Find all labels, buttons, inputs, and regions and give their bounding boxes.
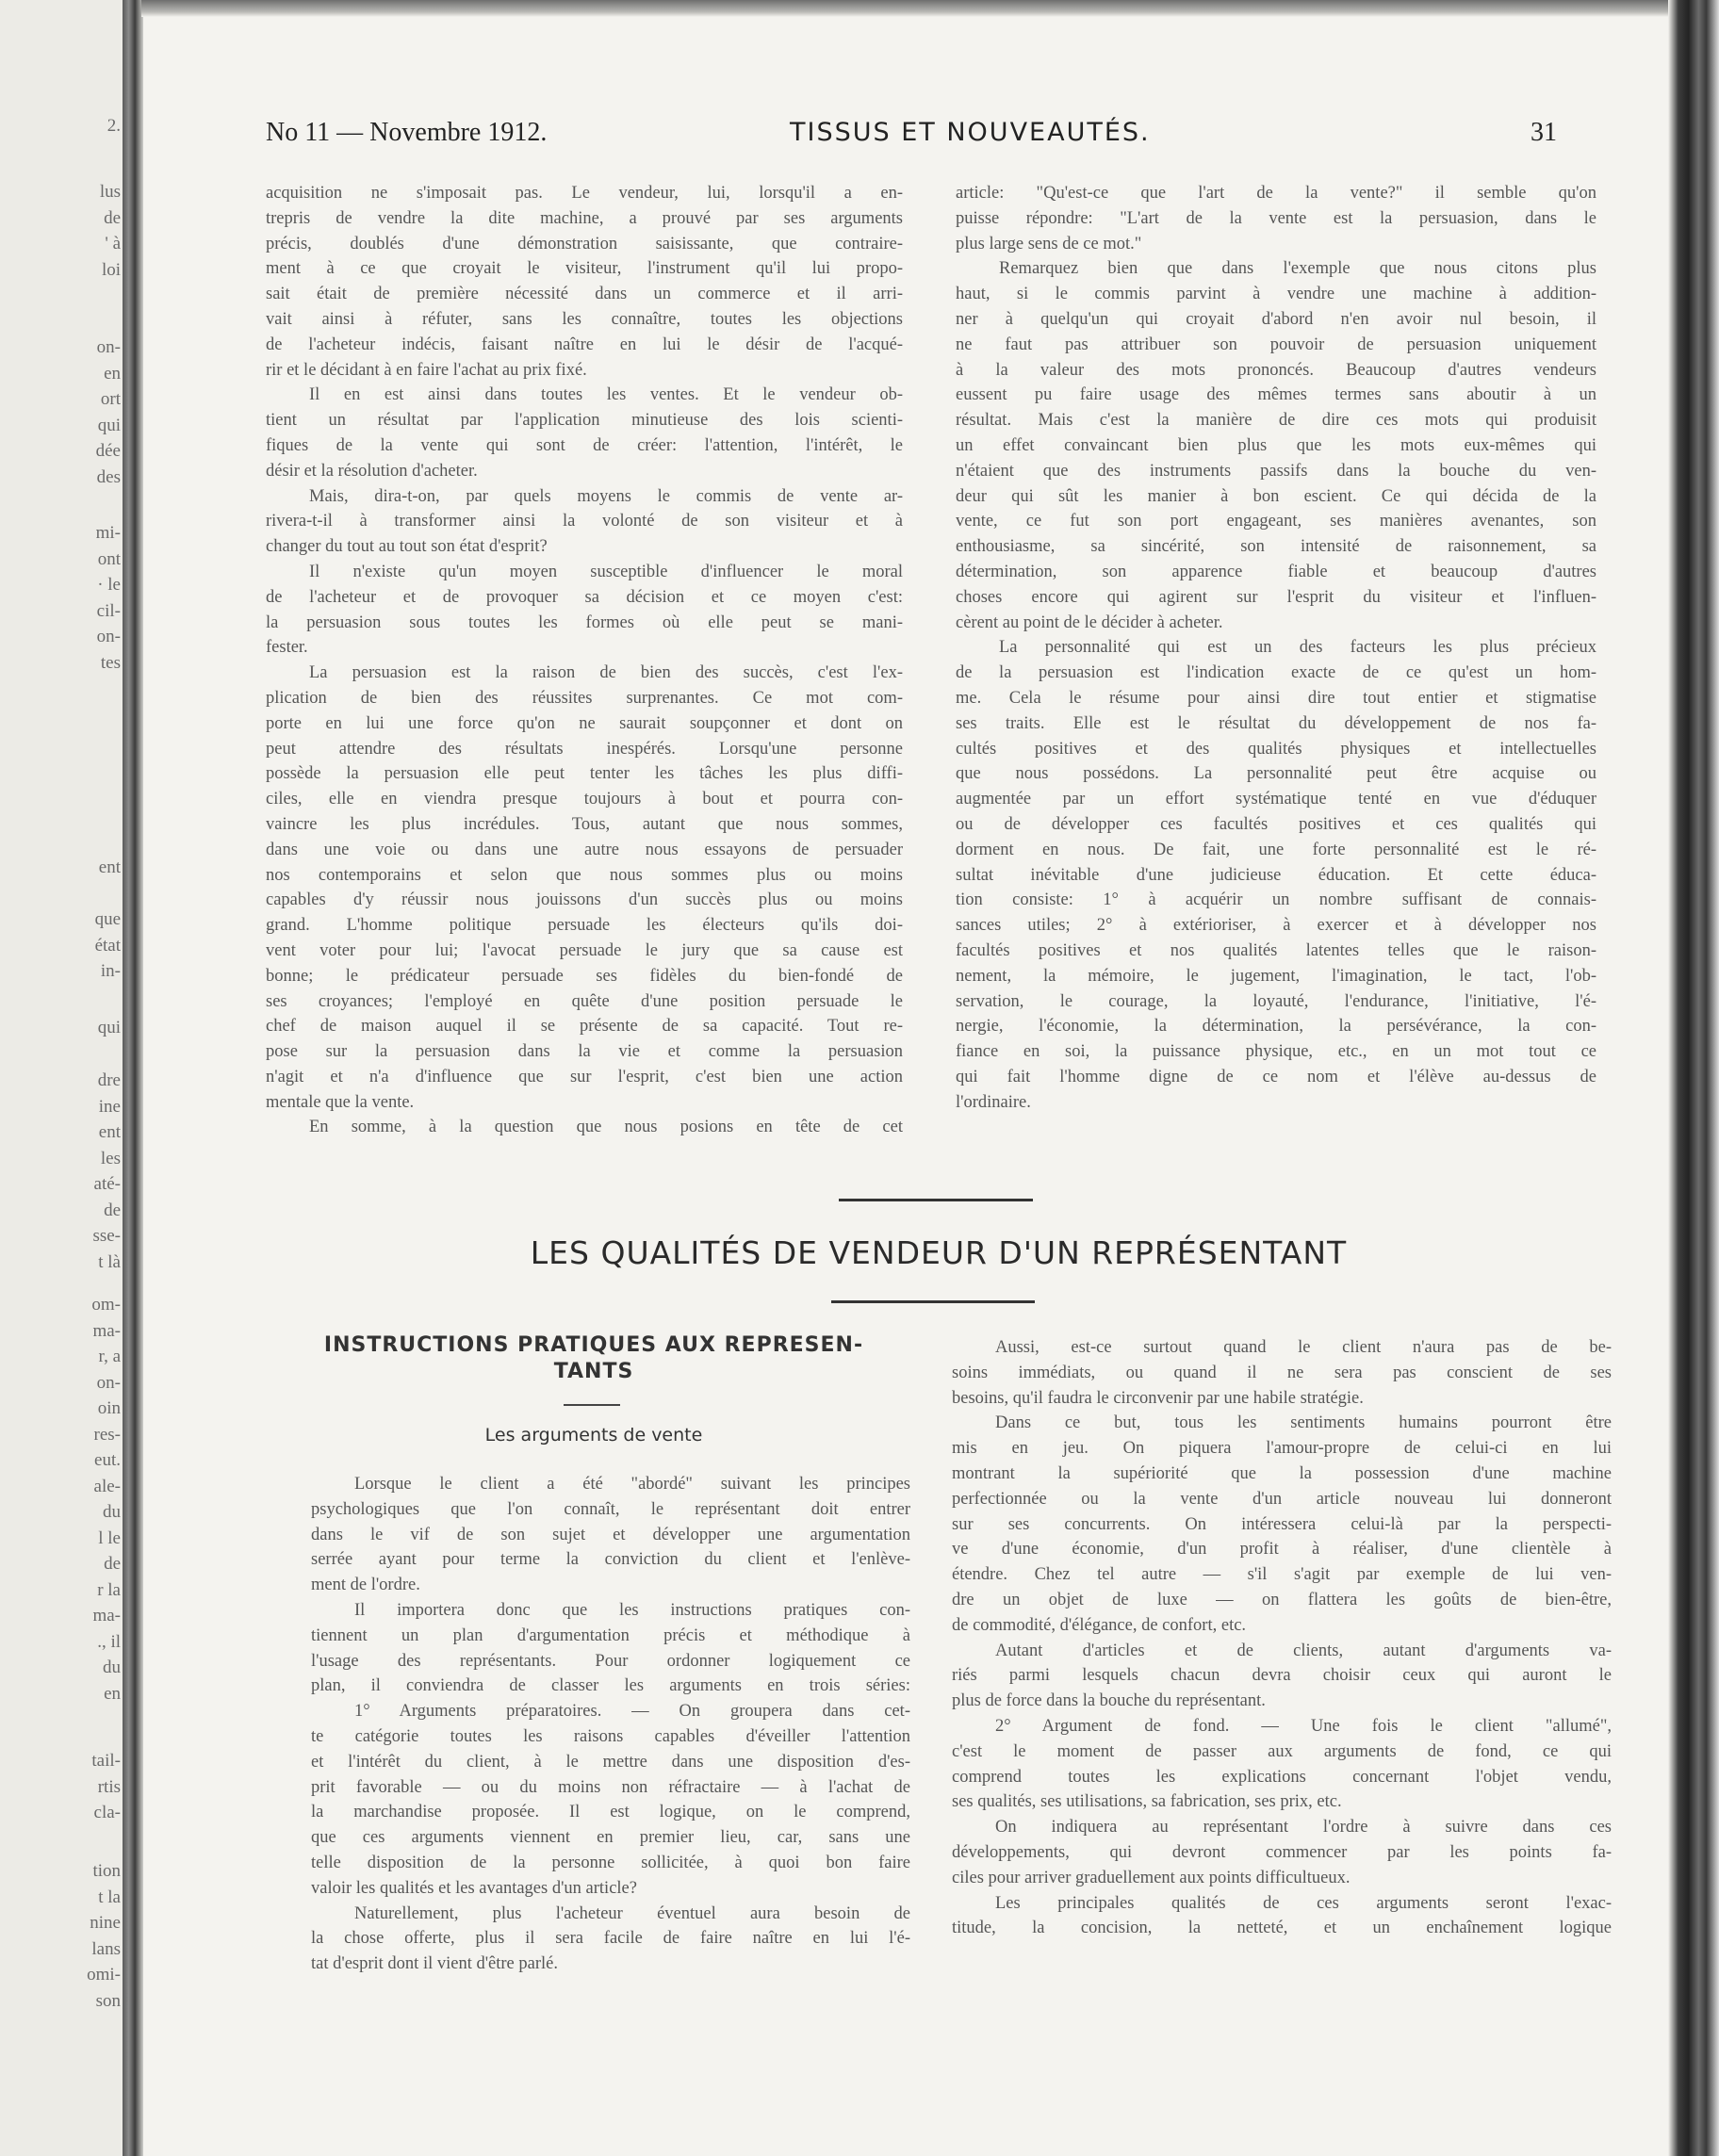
text-line: rivera-t-il à transformer ainsi la volonté de son visiteur et à xyxy=(266,512,903,531)
text-line: article: "Qu'est-ce que l'art de la vente?" il semble qu'on xyxy=(956,184,1596,203)
fragment-line: oin xyxy=(97,1398,121,1418)
text-line: La personnalité qui est un des facteurs les plus précieux xyxy=(999,638,1596,658)
text-line: résultat. Mais c'est la manière de dire ces mots qui produisit xyxy=(956,411,1596,431)
text-line: puisse répondre: "L'art de la vente est la persuasion, dans le xyxy=(956,208,1596,228)
text-line: Il n'existe qu'un moyen susceptible d'influencer le moral xyxy=(309,562,903,581)
facing-page-fragment xyxy=(0,1068,121,1275)
text-line: porte en lui une force qu'on ne saurait soupçonner et dont on xyxy=(266,713,903,733)
text-line: enthousiasme, sa sincérité, son intensité de raisonnement, sa xyxy=(956,537,1596,557)
text-line: tiennent un plan d'argumentation précis et méthodique à xyxy=(311,1625,910,1645)
text-line: détermination, son apparence fiable et beaucoup d'autres xyxy=(956,562,1596,581)
fragment-line: res- xyxy=(93,1424,121,1445)
text-line: ve d'une économie, d'un profit à réaliser, d'une clientèle à xyxy=(952,1540,1612,1560)
fragment-line: des xyxy=(96,466,121,487)
text-line: telle disposition de la personne sollicitée, à quoi bon faire xyxy=(311,1853,910,1872)
fragment-line: · le xyxy=(97,575,121,595)
text-line: valoir les qualités et les avantages d'un article? xyxy=(311,1878,637,1898)
fragment-line: de xyxy=(104,1554,121,1574)
fragment-line: ' à xyxy=(105,234,121,253)
fragment-line: mi- xyxy=(95,523,121,543)
text-line: sultat inévitable d'une judicieuse éducation. Et cette éduca- xyxy=(956,865,1596,885)
text-line: plan, il conviendra de classer les arguments en trois séries: xyxy=(311,1676,910,1696)
fragment-line: ine xyxy=(98,1096,121,1117)
text-line: dans une voie ou dans une autre nous essayons de persuader xyxy=(266,840,903,859)
text-line: ses traits. Elle est le résultat du développement de nos fa- xyxy=(956,713,1596,733)
text-line: à la valeur des mots prononcés. Beaucoup d'autres vendeurs xyxy=(956,360,1596,380)
fragment-line: lus xyxy=(99,182,121,202)
text-line: perfectionnée ou la vente d'un article nouveau lui donneront xyxy=(952,1489,1612,1509)
text-line: La persuasion est la raison de bien des succès, c'est l'ex- xyxy=(309,663,903,683)
fragment-line: qui xyxy=(97,415,121,435)
facing-page-fragment xyxy=(0,335,121,490)
article-column-right xyxy=(956,181,1596,1115)
text-line: n'étaient que des instruments passifs dans la bouche du ven- xyxy=(956,461,1596,481)
text-line: la persuasion sous toutes les formes où elle peut se mani- xyxy=(266,612,903,632)
text-line: l'usage des représentants. Pour ordonner logiquement ce xyxy=(311,1651,910,1671)
text-line: ses croyances; l'employé en quête d'une position persuade le xyxy=(266,991,903,1011)
text-line: cultés positives et des qualités physiques et intellectuelles xyxy=(956,739,1596,759)
article-column-left xyxy=(266,181,903,1140)
facing-page-fragment xyxy=(0,906,121,985)
fragment-line: en xyxy=(104,363,121,384)
text-line: vent voter pour lui; l'avocat persuade le jury que sa cause est xyxy=(266,940,903,960)
text-line: plus de force dans la bouche du représentant. xyxy=(952,1691,1266,1711)
facing-page-fragment xyxy=(0,113,121,139)
fragment-line: loi xyxy=(101,259,121,280)
text-line: vait ainsi à réfuter, sans les connaître, toutes les objections xyxy=(266,309,903,329)
fragment-line: ent xyxy=(98,858,121,877)
text-line: la marchandise proposée. Il est logique, on le comprend, xyxy=(311,1803,910,1822)
text-line: de commodité, d'élégance, de confort, etc. xyxy=(952,1615,1247,1635)
text-line: riés parmi lesquels chacun devra choisir ceux qui auront le xyxy=(952,1666,1612,1686)
fragment-line: até- xyxy=(93,1174,121,1194)
text-line: choses encore qui agirent sur l'esprit du visiteur et l'influen- xyxy=(956,587,1596,607)
facing-page-fragment xyxy=(0,520,121,676)
text-line: dre un objet de luxe — on flattera les goûts de bien-être, xyxy=(952,1590,1612,1609)
text-line: fiques de la vente qui sont de créer: l'attention, l'intérêt, le xyxy=(266,435,903,455)
text-line: désir et la résolution d'acheter. xyxy=(266,461,478,481)
text-line: Dans ce but, tous les sentiments humains pourront être xyxy=(995,1413,1612,1433)
text-line: eussent pu faire usage des mêmes termes sans aboutir à un xyxy=(956,385,1596,405)
fragment-line: tion xyxy=(92,1861,121,1881)
text-line: me. Cela le résume pour ainsi dire tout entier et stigmatise xyxy=(956,688,1596,708)
text-line: développements, qui devront commencer par les points fa- xyxy=(952,1842,1612,1862)
text-line: On indiquera au représentant l'ordre à suivre dans ces xyxy=(995,1818,1612,1838)
text-line: Il en est ainsi dans toutes les ventes. Et le vendeur ob- xyxy=(309,385,903,405)
text-line: possède la persuasion elle peut tenter les tâches les plus diffi- xyxy=(266,764,903,784)
fragment-line: eut. xyxy=(94,1450,121,1470)
text-line: 2° Argument de fond. — Une fois le client "allumé", xyxy=(995,1716,1612,1736)
text-line: que ces arguments viennent en premier lieu, car, sans une xyxy=(311,1828,910,1848)
fragment-line: nine xyxy=(90,1913,121,1933)
fragment-line: in- xyxy=(100,961,121,981)
page-right-edge xyxy=(1668,0,1719,2156)
text-line: te catégorie toutes les raisons capables d'éveiller l'attention xyxy=(311,1726,910,1746)
fragment-line: état xyxy=(94,935,121,956)
text-line: chef de maison auquel il se présente de sa capacité. Tout re- xyxy=(266,1017,903,1037)
text-line: montrant la supériorité que la possession d'une machine xyxy=(952,1463,1612,1483)
text-line: sait était de première nécessité dans un commerce et il arri- xyxy=(266,285,903,304)
text-line: n'agit et n'a d'influence que sur l'esprit, c'est bien une action xyxy=(266,1067,903,1086)
text-line: ou de développer ces facultés positives et ces qualités qui xyxy=(956,814,1596,834)
text-line: fiance en soi, la puissance physique, etc., en un mot tout ce xyxy=(956,1042,1596,1062)
facing-page-fragment xyxy=(0,855,121,881)
fragment-line: r la xyxy=(97,1579,121,1600)
text-line: de l'acheteur et de provoquer sa décision et ce moyen c'est: xyxy=(266,587,903,607)
text-line: ment de l'ordre. xyxy=(311,1576,420,1595)
text-line: changer du tout au tout son état d'esprit? xyxy=(266,537,548,557)
text-line: précis, doublés d'une démonstration saisissante, que contraire- xyxy=(266,234,903,253)
text-line: Mais, dira-t-on, par quels moyens le commis de vente ar- xyxy=(309,486,903,506)
text-line: En somme, à la question que nous posions en tête de cet xyxy=(309,1118,903,1137)
text-line: ment à ce que croyait le visiteur, l'instrument qu'il lui propo- xyxy=(266,259,903,279)
fragment-line: lans xyxy=(91,1938,121,1959)
fragment-line: son xyxy=(95,1990,121,2011)
text-line: pose sur la persuasion dans la vie et comme la persuasion xyxy=(266,1042,903,1062)
text-line: soins immédiats, ou quand il ne sera pas conscient de ses xyxy=(952,1363,1612,1382)
article-subsubheading: Les arguments de vente xyxy=(484,1425,703,1446)
fragment-line: que xyxy=(94,909,121,929)
facing-page-fragment xyxy=(0,179,121,283)
text-line: Lorsque le client a été "abordé" suivant les principes xyxy=(354,1475,910,1494)
text-line: Les principales qualités de ces arguments seront l'exac- xyxy=(995,1893,1612,1913)
text-line: prit favorable — ou du moins non réfractaire — à l'achat de xyxy=(311,1777,910,1797)
text-line: titude, la concision, la netteté, et un enchaînement logique xyxy=(952,1919,1612,1938)
fragment-line: l le xyxy=(98,1527,121,1548)
text-line: facultés positives et nos qualités latentes telles que le raison- xyxy=(956,940,1596,960)
fragment-line: ma- xyxy=(92,1606,121,1625)
text-line: mentale que la vente. xyxy=(266,1092,415,1112)
text-line: ner à quelqu'un qui croyait d'abord n'en avoir nul besoin, il xyxy=(956,309,1596,329)
fragment-line: ont xyxy=(97,548,121,569)
text-line: tion consiste: 1° à acquérir un nombre suffisant de connais- xyxy=(956,890,1596,910)
text-line: un effet convaincant bien plus que les mots eux-mêmes qui xyxy=(956,435,1596,455)
text-line: rir et le décidant à en faire l'achat au prix fixé. xyxy=(266,360,587,380)
text-line: besoins, qu'il faudra le circonvenir par une habile stratégie. xyxy=(952,1388,1364,1408)
fragment-line: ., il xyxy=(97,1631,121,1652)
text-line: nos contemporains et selon que nous sommes plus ou moins xyxy=(266,865,903,885)
text-line: qui fait l'homme digne de ce nom et l'élève au-dessus de xyxy=(956,1067,1596,1086)
text-line: capables d'y réussir nous jouissons d'un succès plus ou moins xyxy=(266,890,903,910)
journal-title: TISSUS ET NOUVEAUTÉS. xyxy=(790,118,1151,147)
text-line: c'est le moment de passer aux arguments de fond, ce qui xyxy=(952,1741,1612,1761)
text-line: trepris de vendre la dite machine, a prouvé par ses arguments xyxy=(266,208,903,228)
text-line: Naturellement, plus l'acheteur éventuel aura besoin de xyxy=(354,1903,910,1923)
text-line: Autant d'articles et de clients, autant d'arguments va- xyxy=(995,1641,1612,1660)
text-line: Aussi, est-ce surtout quand le client n'aura pas de be- xyxy=(995,1338,1612,1357)
text-line: cèrent au point de le décider à acheter. xyxy=(956,612,1223,632)
text-line: tient un résultat par l'application minutieuse des lois scienti- xyxy=(266,411,903,431)
fragment-line: 2. xyxy=(106,116,121,136)
text-line: ciles, elle en viendra presque toujours à bout et pourra con- xyxy=(266,790,903,809)
fragment-line: rtis xyxy=(97,1776,121,1797)
text-line: de l'acheteur indécis, faisant naître en lui le désir de l'acqué- xyxy=(266,335,903,354)
fragment-line: omi- xyxy=(87,1965,121,1984)
article-subheading xyxy=(283,1332,905,1385)
issue-date: No 11 — Novembre 1912. xyxy=(266,118,548,147)
fragment-line: ent xyxy=(98,1122,121,1142)
fragment-line: cla- xyxy=(93,1803,121,1822)
fragment-line: du xyxy=(103,1658,121,1677)
text-line: plus large sens de ce mot." xyxy=(956,234,1142,253)
text-line: augmentée par un effort systématique tenté en vue d'éduquer xyxy=(956,790,1596,809)
fragment-line: on- xyxy=(96,1372,121,1393)
fragment-line: tes xyxy=(100,652,121,673)
subheading-line-1: INSTRUCTIONS PRATIQUES AUX REPRESEN- xyxy=(323,1333,864,1357)
text-line: sances utiles; 2° à extérioriser, à exercer et à développer nos xyxy=(956,916,1596,936)
text-line: bonne; le prédicateur persuade ses fidèles du bien-fondé de xyxy=(266,966,903,986)
text-line: dans le vif de son sujet et développer une argumentation xyxy=(311,1525,910,1544)
fragment-line: ort xyxy=(100,389,121,409)
facing-page-fragment xyxy=(0,1015,121,1041)
fragment-line: cil- xyxy=(96,600,121,621)
text-line: haut, si le commis parvint à vendre une machine à addition- xyxy=(956,285,1596,304)
fragment-line: t la xyxy=(98,1886,121,1907)
fragment-line: de xyxy=(104,207,121,228)
text-line: Remarquez bien que dans l'exemple que nous citons plus xyxy=(999,259,1596,279)
fragment-line: tail- xyxy=(91,1751,121,1771)
text-line: que nous possédons. La personnalité peut être acquise ou xyxy=(956,764,1596,784)
text-line: psychologiques que l'on connaît, le représentant doit entrer xyxy=(311,1499,910,1519)
text-line: tat d'esprit dont il vient d'être parlé. xyxy=(311,1954,558,1974)
text-line: l'ordinaire. xyxy=(956,1092,1031,1112)
text-line: vaincre les plus incrédules. Tous, autant que nous sommes, xyxy=(266,814,903,834)
text-line: nement, la mémoire, le jugement, l'imagination, le tact, l'ob- xyxy=(956,966,1596,986)
fragment-line: sse- xyxy=(92,1226,121,1246)
text-line: 1° Arguments préparatoires. — On groupera dans cet- xyxy=(354,1702,910,1722)
text-line: grand. L'homme politique persuade les électeurs qu'ils doi- xyxy=(266,916,903,936)
section-rule-bottom xyxy=(831,1300,1035,1303)
fragment-line: les xyxy=(100,1148,121,1168)
text-line: mis en jeu. On piquera l'amour-propre de celui-ci en lui xyxy=(952,1439,1612,1459)
text-line: vente, ce fut son port engageant, ses manières avenantes, son xyxy=(956,512,1596,531)
text-line: Il importera donc que les instructions pratiques con- xyxy=(354,1600,910,1620)
section-title: LES QUALITÉS DE VENDEUR D'UN REPRÉSENTANT xyxy=(530,1234,1348,1271)
text-line: étendre. Chez tel autre — s'il s'agit par exemple de lui ven- xyxy=(952,1565,1612,1585)
text-line: sur ses concurrents. On intéressera celui-là par la perspecti- xyxy=(952,1514,1612,1534)
section-rule-top xyxy=(839,1199,1033,1201)
fragment-line: r, a xyxy=(98,1347,121,1366)
fragment-line: t là xyxy=(98,1251,121,1272)
book-gutter xyxy=(123,0,143,2156)
text-line: servation, le courage, la loyauté, l'endurance, l'initiative, l'é- xyxy=(956,991,1596,1011)
fragment-line: dée xyxy=(95,441,121,461)
text-line: de la persuasion est l'indication exacte de ce qu'est un hom- xyxy=(956,663,1596,683)
facing-page-fragment xyxy=(0,1748,121,1826)
text-line: serrée ayant pour terme la conviction du client et l'enlève- xyxy=(311,1550,910,1570)
fragment-line: du xyxy=(103,1502,121,1522)
page-top-edge xyxy=(141,0,1668,17)
fragment-line: on- xyxy=(96,627,121,646)
text-line: deur qui sût les manier à bon escient. Ce qui décida de la xyxy=(956,486,1596,506)
page-number: 31 xyxy=(1531,118,1557,147)
text-line: comprend toutes les explications concernant l'objet vendu, xyxy=(952,1767,1612,1787)
fragment-line: ale- xyxy=(93,1476,121,1496)
subheading-rule xyxy=(564,1404,620,1406)
text-line: la chose offerte, plus il sera facile de faire naître en lui l'é- xyxy=(311,1929,910,1949)
fragment-line: ma- xyxy=(92,1320,121,1341)
section-column-right xyxy=(952,1335,1612,1941)
fragment-line: dre xyxy=(97,1070,121,1090)
fragment-line: on- xyxy=(96,337,121,357)
fragment-line: qui xyxy=(97,1018,121,1037)
text-line: acquisition ne s'imposait pas. Le vendeur, lui, lorsqu'il a en- xyxy=(266,184,903,203)
facing-page-fragment xyxy=(0,1292,121,1707)
text-line: ciles pour arriver graduellement aux points difficultueux. xyxy=(952,1868,1351,1887)
text-line: ne faut pas attribuer son pouvoir de persuasion uniquement xyxy=(956,335,1596,354)
text-line: peut attendre des résultats inespérés. Lorsqu'une personne xyxy=(266,739,903,759)
text-line: dorment en nous. De fait, une forte personnalité est le ré- xyxy=(956,840,1596,859)
section-column-left xyxy=(311,1472,910,1977)
fragment-line: en xyxy=(104,1683,121,1704)
fragment-line: de xyxy=(104,1200,121,1220)
text-line: plication de bien des réussites surprenantes. Ce mot com- xyxy=(266,688,903,708)
text-line: ses qualités, ses utilisations, sa fabrication, ses prix, etc. xyxy=(952,1792,1342,1812)
text-line: fester. xyxy=(266,638,308,658)
text-line: et l'intérêt du client, à le mettre dans une disposition d'es- xyxy=(311,1752,910,1772)
fragment-line: om- xyxy=(91,1295,121,1315)
subheading-line-2: TANTS xyxy=(553,1360,634,1383)
facing-page-fragment xyxy=(0,1858,121,2014)
text-line: nergie, l'économie, la détermination, la persévérance, la con- xyxy=(956,1017,1596,1037)
